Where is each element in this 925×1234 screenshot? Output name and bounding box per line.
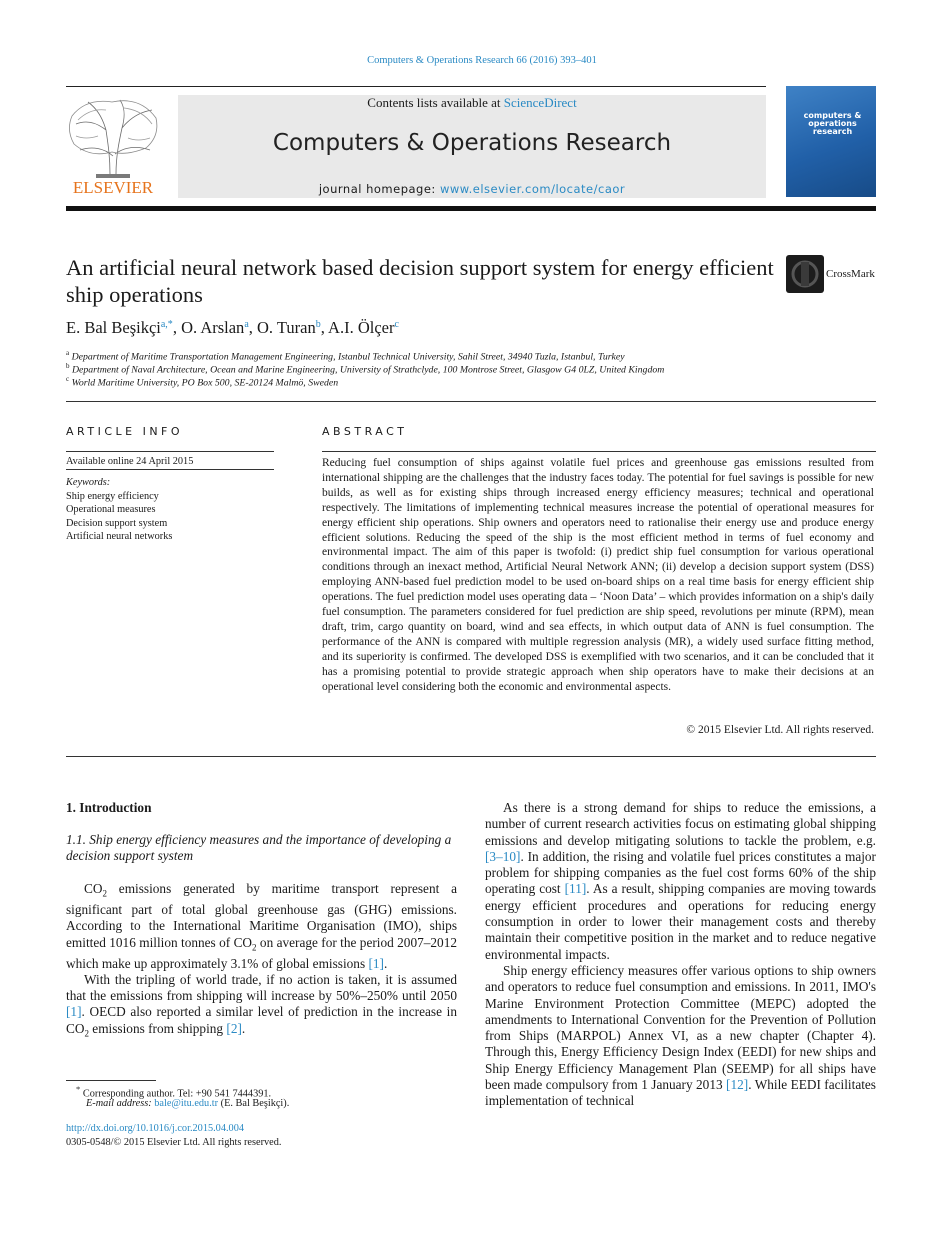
body-paragraph (485, 800, 876, 963)
citation-link[interactable]: [11] (564, 881, 587, 897)
affiliation-mark: b (66, 362, 70, 370)
author-name: E. Bal Beşikçi (66, 318, 161, 337)
subscript: 2 (102, 888, 107, 899)
body-text: emissions generated by maritime transport represent a significant part of total global greenhouse gas (GHG) emissions. According to the International Maritime Organisation (IMO), ships emitted 1016 million tonnes of CO (66, 881, 457, 950)
sciencedirect-link[interactable]: ScienceDirect (503, 95, 577, 110)
body-text: . (383, 955, 388, 971)
affiliation (66, 362, 664, 375)
body-paragraph (485, 963, 876, 1110)
journal-citation[interactable]: Computers & Operations Research 66 (2016) 393–401 (367, 55, 597, 66)
section-title: 1. Introduction (66, 800, 152, 815)
author-list: E. Bal Beşikçi$^{a,*}$, O. Arslan$^a$, O. Turan$^b$, A.I. Ölçer$^c$ (66, 318, 399, 337)
author-affil-mark[interactable]: c (394, 319, 399, 330)
affiliation-text: Department of Naval Architecture, Ocean and Marine Engineering, University of Strathclyde, 100 Montrose Street, Glasgow G4 0LZ, United Kingdom (71, 364, 665, 376)
header-thick-rule (66, 206, 876, 211)
body-text: . OECD also reported a similar level of prediction in the increase in CO (66, 1004, 457, 1036)
citation-link[interactable]: [3–10] (485, 848, 521, 864)
article-title: An artificial neural network based decision support system for energy efficient ship operations (66, 255, 774, 307)
author-name: A.I. Ölçer (328, 318, 395, 337)
elsevier-logo (66, 96, 161, 196)
crossmark-label[interactable]: CrossMark (826, 268, 875, 280)
affiliation-mark: a (66, 349, 70, 357)
available-online: Available online 24 April 2015 (66, 456, 194, 467)
keyword: Ship energy efficiency (66, 491, 159, 502)
citation-link[interactable]: [1] (66, 1004, 82, 1020)
homepage-prefix: journal homepage: (318, 182, 440, 196)
citation-link[interactable]: [1] (368, 955, 384, 971)
corresponding-author-note: * Corresponding author. Tel: +90 541 7444391. (76, 1084, 272, 1100)
elsevier-tree-icon (66, 96, 161, 196)
journal-cover-title: computers & operations research (803, 111, 862, 136)
header-top-rule (66, 86, 766, 87)
contents-prefix: Contents lists available at (367, 95, 504, 110)
keyword: Decision support system (66, 518, 168, 529)
doi-link[interactable]: http://dx.doi.org/10.1016/j.cor.2015.04.004 (66, 1123, 245, 1134)
keyword: Operational measures (66, 504, 156, 515)
affiliation-text: Department of Maritime Transportation Management Engineering, Istanbul Technical University, Sahil Street, 34940 Tuzla, Istanbul, Turkey (71, 351, 625, 363)
issn-line: 0305-0548/© 2015 Elsevier Ltd. All rights reserved. (66, 1137, 282, 1148)
author-name: O. Arslan (181, 318, 245, 337)
journal-homepage (178, 182, 766, 196)
affiliation-text: World Maritime University, PO Box 500, SE-20124 Malmö, Sweden (71, 377, 339, 389)
email-label: E-mail address: (86, 1098, 155, 1109)
abstract-text: Reducing fuel consumption of ships against volatile fuel prices and greenhouse gas emissions resulted from international shipping are the challenges that the industry faces today. The potential for fuel savings is possible for new builds, as well as for existing ships through increased energy efficiency measures; technical and operational respectively. The limitations of implementing technical measures increase the potential of operational measures for energy efficient ship operations. Ship owners and operators need to rationalise their energy use and produce energy efficient solutions. Reducing the speed of the ship is the most efficient method in terms of fuel economy and environmental impact. The aim of this paper is twofold: (i) predict ship fuel consumption for various operational conditions through an inexact method, Artificial Neural Network ANN; (ii) develop a decision support system (DSS) employing ANN-based fuel prediction model to be used on-board ships on a real time basis for energy efficient ship operations. The fuel prediction model uses operating data – ‘Noon Data’ – which provides information on a ship's daily fuel consumption. The parameters considered for fuel prediction are ship speed, revolutions per minute (RPM), mean draft, trim, cargo quantity on board, wind and sea effects, in which output data of ANN is fuel consumption. The performance of the ANN is compared with multiple regression analysis (MR), a widely used surface fitting method, and its superiority is confirmed. The developed DSS is exemplified with two scenarios, and it can be concluded that it has a promising potential to provide strategic approach when ship operators have to make their decisions at an operational level considering both the economic and environmental aspects. (322, 457, 874, 693)
author-affil-mark[interactable]: b (315, 319, 321, 330)
body-paragraph (66, 972, 457, 1042)
abstract-heading: ABSTRACT (322, 425, 408, 438)
author-affil-mark[interactable]: a,* (160, 319, 173, 330)
journal-title: Computers & Operations Research (272, 130, 672, 156)
subscript: 2 (84, 1028, 89, 1039)
author-name: O. Turan (257, 318, 316, 337)
email-note (86, 1098, 289, 1109)
journal-cover-image[interactable] (786, 86, 876, 197)
citation-link[interactable]: [2] (226, 1020, 242, 1036)
abstract-copyright: © 2015 Elsevier Ltd. All rights reserved. (686, 724, 874, 736)
elsevier-wordmark: ELSEVIER (72, 178, 154, 196)
body-right-column (485, 800, 876, 1110)
body-text: Ship energy efficiency measures offer various options to ship owners and operators to reduce fuel consumption and emissions. In 2011, IMO's Marine Environment Protection Committee (MEPC) adopted the amendments to International Convention for the Prevention of Pollution from Ships (MARPOL) Annex VI, as a new chapter (Chapter 4). Through this, Energy Efficiency Design Index (EEDI) for new ships and Ship Energy Efficiency Management Plan (SEEMP) for all ships have been made compulsory from 1 January 2013 (485, 962, 876, 1093)
body-text: . While EEDI facilitates implementation of technical (485, 1077, 876, 1109)
article-info-heading: ARTICLE INFO (66, 425, 184, 438)
affiliation (66, 375, 338, 388)
homepage-link[interactable]: www.elsevier.com/locate/caor (439, 182, 626, 196)
footnote-rule (66, 1080, 156, 1081)
affiliation-mark: c (66, 375, 70, 383)
email-suffix: (E. Bal Beşikçi). (218, 1098, 290, 1109)
article-info-rule (66, 451, 274, 452)
citation-link[interactable]: [12] (726, 1077, 749, 1093)
keyword: Artificial neural networks (66, 531, 173, 542)
body-text: . In addition, the rising and volatile fuel prices constitutes a major problem for shipping companies as the fuel cost forms 60% of the ship operating cost (485, 848, 876, 897)
body-left-column (66, 881, 457, 1042)
author-affil-mark[interactable]: a (244, 319, 249, 330)
contents-line (178, 95, 766, 111)
corresponding-text: Corresponding author. Tel: +90 541 7444391. (82, 1088, 272, 1100)
body-text: As there is a strong demand for ships to reduce the emissions, a number of current research activities focus on estimating global shipping emissions and develop mitigating solutions to tackle the problem, e.g. (485, 800, 876, 848)
body-text: . As a result, shipping companies are moving towards energy efficient procedures and operations for reducing energy consumption in order to lower their management costs and thereby maintain their competitive position in the market and to reduce negative environmental impacts. (485, 881, 876, 962)
body-text: emissions from shipping (88, 1020, 227, 1036)
body-text: . (241, 1020, 246, 1036)
body-text: With the tripling of world trade, if no action is taken, it is assumed that the emissions from shipping will increase by 50%–250% until 2050 (66, 971, 457, 1004)
article-info-rule (66, 469, 274, 470)
affiliation (66, 349, 625, 362)
email-link[interactable]: bale@itu.edu.tr (154, 1098, 219, 1109)
body-paragraph (66, 881, 457, 972)
subsection-title: 1.1. Ship energy efficiency measures and the importance of developing a decision support system (66, 832, 452, 864)
abstract-rule (322, 451, 876, 452)
subscript: 2 (252, 942, 257, 953)
section-divider (66, 401, 876, 402)
body-text: CO (84, 881, 103, 896)
keywords-label: Keywords: (66, 477, 111, 488)
section-divider (66, 756, 876, 757)
crossmark-icon[interactable] (786, 255, 824, 293)
body-text: on average for the period 2007–2012 which make up approximately 3.1% of global emissions (66, 934, 457, 971)
